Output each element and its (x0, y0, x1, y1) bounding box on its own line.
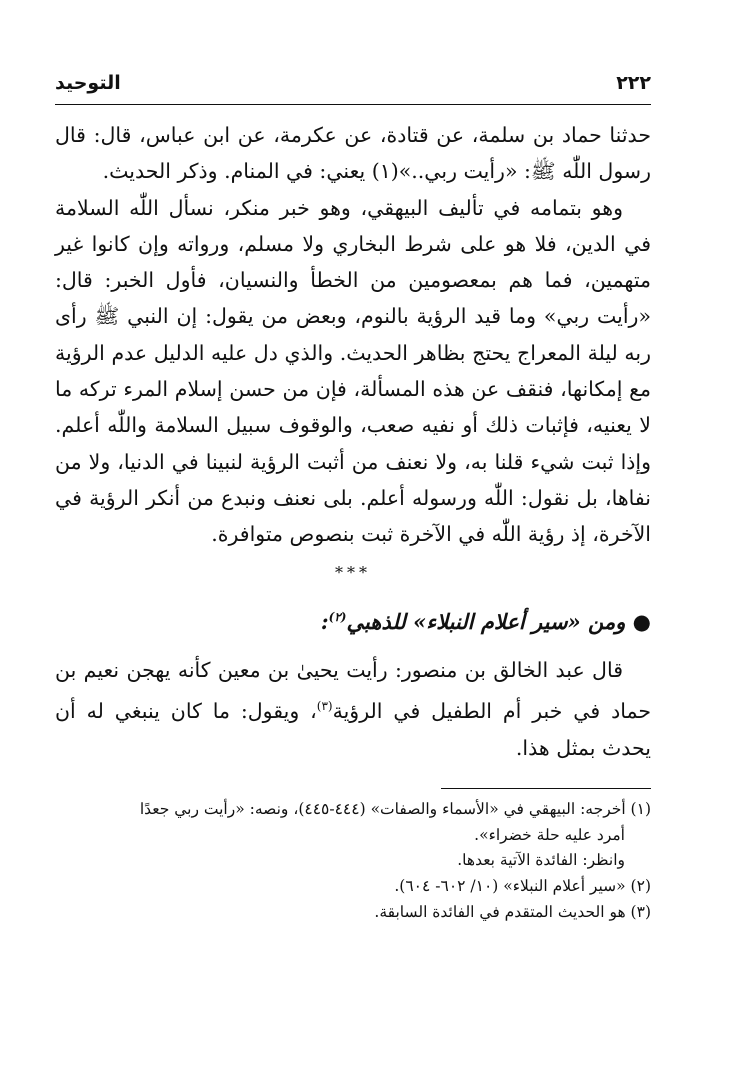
section-separator: *** (335, 562, 371, 582)
paragraph-1: حدثنا حماد بن سلمة، عن قتادة، عن عكرمة، عن ابن عباس، قال: قال رسول اللّٰه ﷺ: «رأيت ربي..»(١) يعني: في المنام. وذكر الحديث. (55, 123, 651, 184)
main-text (55, 117, 651, 766)
paragraph-3-part-b: ، ويقول: ما كان ينبغي له أن يحدث بمثل هذا. (55, 699, 651, 760)
chapter-title: التوحيد (55, 72, 121, 94)
section-heading-colon: : (320, 608, 329, 634)
footnotes (55, 788, 651, 926)
paragraph-3 (55, 652, 651, 766)
bullet-icon: ● (632, 608, 651, 634)
paragraph-2: وهو بتمامه في تأليف البيهقي، وهو خبر منكر، نسأل اللّٰه السلامة في الدين، فلا هو على شرط البخاري ولا مسلم، ورواته وإن كانوا غير متهمين، فما هم بمعصومين من الخطأ والنسيان، فأول الخبر: قال: «رأيت ربي» وما قيد الرؤية بالنوم، وبعض من يقول: إن النبي ﷺ رأى ربه ليلة المعراج يحتج بظاهر الحديث. والذي دل عليه الدليل عدم الرؤية مع إمكانها، فنقف عن هذه المسألة، فإن من حسن إسلام المرء تركه ما لا يعنيه، فإثبات ذلك أو نفيه صعب، والوقوف سبيل السلامة واللّٰه أعلم. وإذا ثبت شيء قلنا به، ولا نعنف من أثبت الرؤية لنبينا في الدنيا، ولا من نفاها، بل نقول: اللّٰه ورسوله أعلم. بلى نعنف ونبدع من أنكر الرؤية في الآخرة، إذ رؤية اللّٰه في الآخرة ثبت بنصوص متوافرة. (55, 195, 651, 547)
footnote-3: (٣) هو الحديث المتقدم في الفائدة السابقة. (374, 903, 651, 922)
footnote-1-line-2: أمرد عليه حلة خضراء». (474, 825, 625, 844)
footnote-ref-3: (٣) (316, 699, 333, 714)
footnote-ref-2: (٢) (328, 609, 347, 624)
footnote-1-line-3: وانظر: الفائدة الآتية بعدها. (457, 851, 625, 870)
book-page (55, 62, 651, 926)
page-number: ٢٢٢ (616, 72, 651, 94)
section-heading (55, 599, 651, 640)
footnote-1-line-1: (١) أخرجه: البيهقي في «الأسماء والصفات» (٤٤٤-٤٤٥)، ونصه: «رأيت ربي جعدًا (139, 799, 651, 818)
section-heading-text: ومن «سير أعلام النبلاء» للذهبي (346, 608, 626, 634)
paragraph-3-part-a: قال عبد الخالق بن منصور: رأيت يحيىٰ بن معين كأنه يهجن نعيم بن حماد في خبر أم الطفيل في الرؤية (55, 658, 651, 724)
footnote-divider (441, 788, 651, 789)
footnote-2: (٢) «سير أعلام النبلاء» (١٠/ ٦٠٢- ٦٠٤). (394, 877, 651, 896)
page-header (55, 62, 651, 105)
